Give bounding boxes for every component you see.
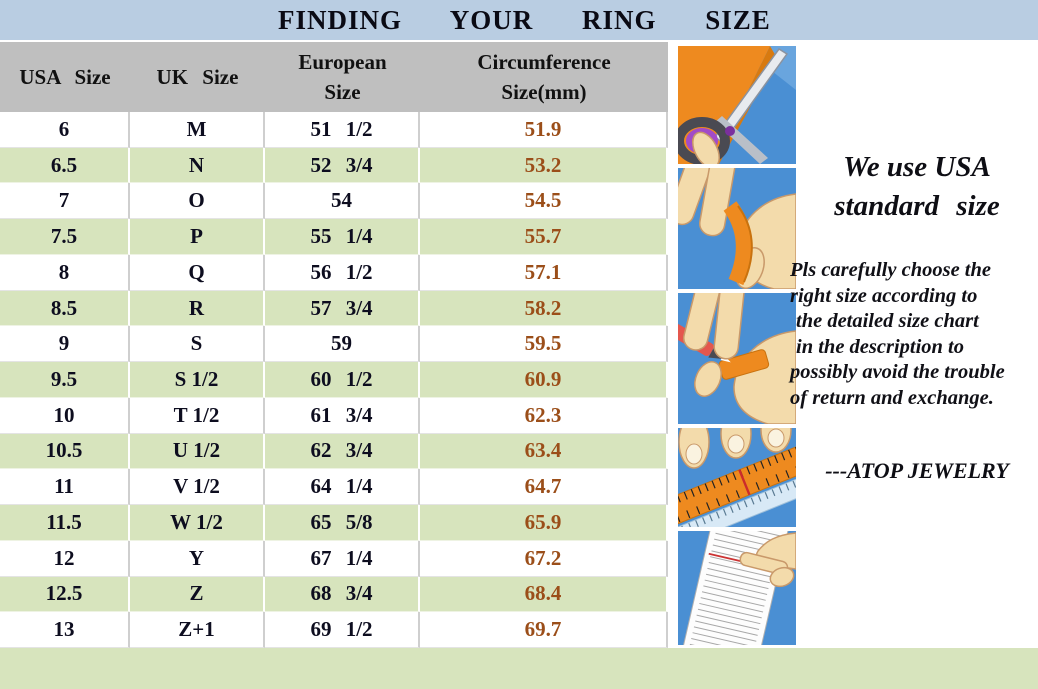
uk-size-cell: R: [130, 291, 265, 327]
uk-size-cell: Z: [130, 577, 265, 613]
size-table: [0, 42, 668, 648]
eu-size-cell: 67 1/4: [265, 541, 420, 577]
usa-size-cell: 10.5: [0, 434, 130, 470]
circumference-cell: 51.9: [420, 112, 668, 148]
uk-size-cell: Q: [130, 255, 265, 291]
uk-size-cell: V 1/2: [130, 469, 265, 505]
page-title: FINDING YOUR RING SIZE: [278, 4, 771, 35]
circumference-cell: 57.1: [420, 255, 668, 291]
circumference-cell: 59.5: [420, 326, 668, 362]
bottom-strip: [0, 648, 1038, 689]
table-row: [0, 612, 668, 648]
uk-size-cell: O: [130, 183, 265, 219]
uk-size-cell: Y: [130, 541, 265, 577]
usa-size-cell: 7: [0, 183, 130, 219]
eu-size-cell: 57 3/4: [265, 291, 420, 327]
usa-size-cell: 13: [0, 612, 130, 648]
table-row: [0, 362, 668, 398]
circumference-cell: 67.2: [420, 541, 668, 577]
table-row: [0, 541, 668, 577]
usa-size-cell: 11: [0, 469, 130, 505]
eu-size-cell: 61 3/4: [265, 398, 420, 434]
circumference-cell: 60.9: [420, 362, 668, 398]
table-row: [0, 326, 668, 362]
usa-size-cell: 10: [0, 398, 130, 434]
eu-size-cell: 60 1/2: [265, 362, 420, 398]
circumference-cell: 55.7: [420, 219, 668, 255]
usa-size-cell: 6.5: [0, 148, 130, 184]
usa-size-cell: 8.5: [0, 291, 130, 327]
eu-size-cell: 64 1/4: [265, 469, 420, 505]
eu-size-cell: 62 3/4: [265, 434, 420, 470]
eu-size-cell: 52 3/4: [265, 148, 420, 184]
uk-size-cell: W 1/2: [130, 505, 265, 541]
column-header-usa: USA Size: [19, 64, 111, 89]
table-row: [0, 219, 668, 255]
usa-size-cell: 11.5: [0, 505, 130, 541]
uk-size-cell: T 1/2: [130, 398, 265, 434]
circumference-cell: 63.4: [420, 434, 668, 470]
eu-size-cell: 55 1/4: [265, 219, 420, 255]
table-row: [0, 148, 668, 184]
circumference-cell: 64.7: [420, 469, 668, 505]
table-row: [0, 112, 668, 148]
circumference-cell: 68.4: [420, 577, 668, 613]
usa-standard-heading: We use USA standard size: [834, 151, 1000, 223]
eu-size-cell: 68 3/4: [265, 577, 420, 613]
usa-size-cell: 9: [0, 326, 130, 362]
step2-wrap-finger-illustration: [678, 168, 796, 289]
uk-size-cell: M: [130, 112, 265, 148]
column-header-uk: UK Size: [156, 64, 239, 89]
step4-measure-ruler-illustration: [678, 428, 796, 527]
circumference-cell: 69.7: [420, 612, 668, 648]
usa-size-cell: 12.5: [0, 577, 130, 613]
uk-size-cell: P: [130, 219, 265, 255]
usa-size-cell: 8: [0, 255, 130, 291]
table-row: [0, 255, 668, 291]
table-row: [0, 398, 668, 434]
circumference-cell: 54.5: [420, 183, 668, 219]
step5-size-chart-illustration: [678, 531, 796, 645]
usa-size-cell: 7.5: [0, 219, 130, 255]
table-body: [0, 112, 668, 648]
table-row: [0, 577, 668, 613]
table-row: [0, 183, 668, 219]
eu-size-cell: 56 1/2: [265, 255, 420, 291]
step3-mark-strip-illustration: [678, 293, 796, 424]
usa-size-cell: 9.5: [0, 362, 130, 398]
circumference-cell: 58.2: [420, 291, 668, 327]
table-row: [0, 434, 668, 470]
uk-size-cell: U 1/2: [130, 434, 265, 470]
eu-size-cell: 69 1/2: [265, 612, 420, 648]
sidebar-notes: [790, 0, 1038, 648]
uk-size-cell: S: [130, 326, 265, 362]
column-header-european: European Size: [298, 49, 387, 104]
circumference-cell: 53.2: [420, 148, 668, 184]
uk-size-cell: Z+1: [130, 612, 265, 648]
circumference-cell: 62.3: [420, 398, 668, 434]
uk-size-cell: N: [130, 148, 265, 184]
usa-size-cell: 12: [0, 541, 130, 577]
uk-size-cell: S 1/2: [130, 362, 265, 398]
eu-size-cell: 51 1/2: [265, 112, 420, 148]
size-choice-note: Pls carefully choose the right size according to the detailed size chart in the description to possibly avoid the trouble of return and exchange.: [790, 259, 1005, 409]
table-row: [0, 505, 668, 541]
table-header-row: [0, 42, 668, 112]
eu-size-cell: 65 5/8: [265, 505, 420, 541]
circumference-cell: 65.9: [420, 505, 668, 541]
step1-cut-strip-illustration: [678, 46, 796, 164]
eu-size-cell: 54: [265, 183, 420, 219]
column-header-circumference: Circumference Size(mm): [477, 49, 611, 104]
eu-size-cell: 59: [265, 326, 420, 362]
brand-signature: ---ATOP JEWELRY: [825, 458, 1009, 483]
usa-size-cell: 6: [0, 112, 130, 148]
table-row: [0, 291, 668, 327]
table-row: [0, 469, 668, 505]
